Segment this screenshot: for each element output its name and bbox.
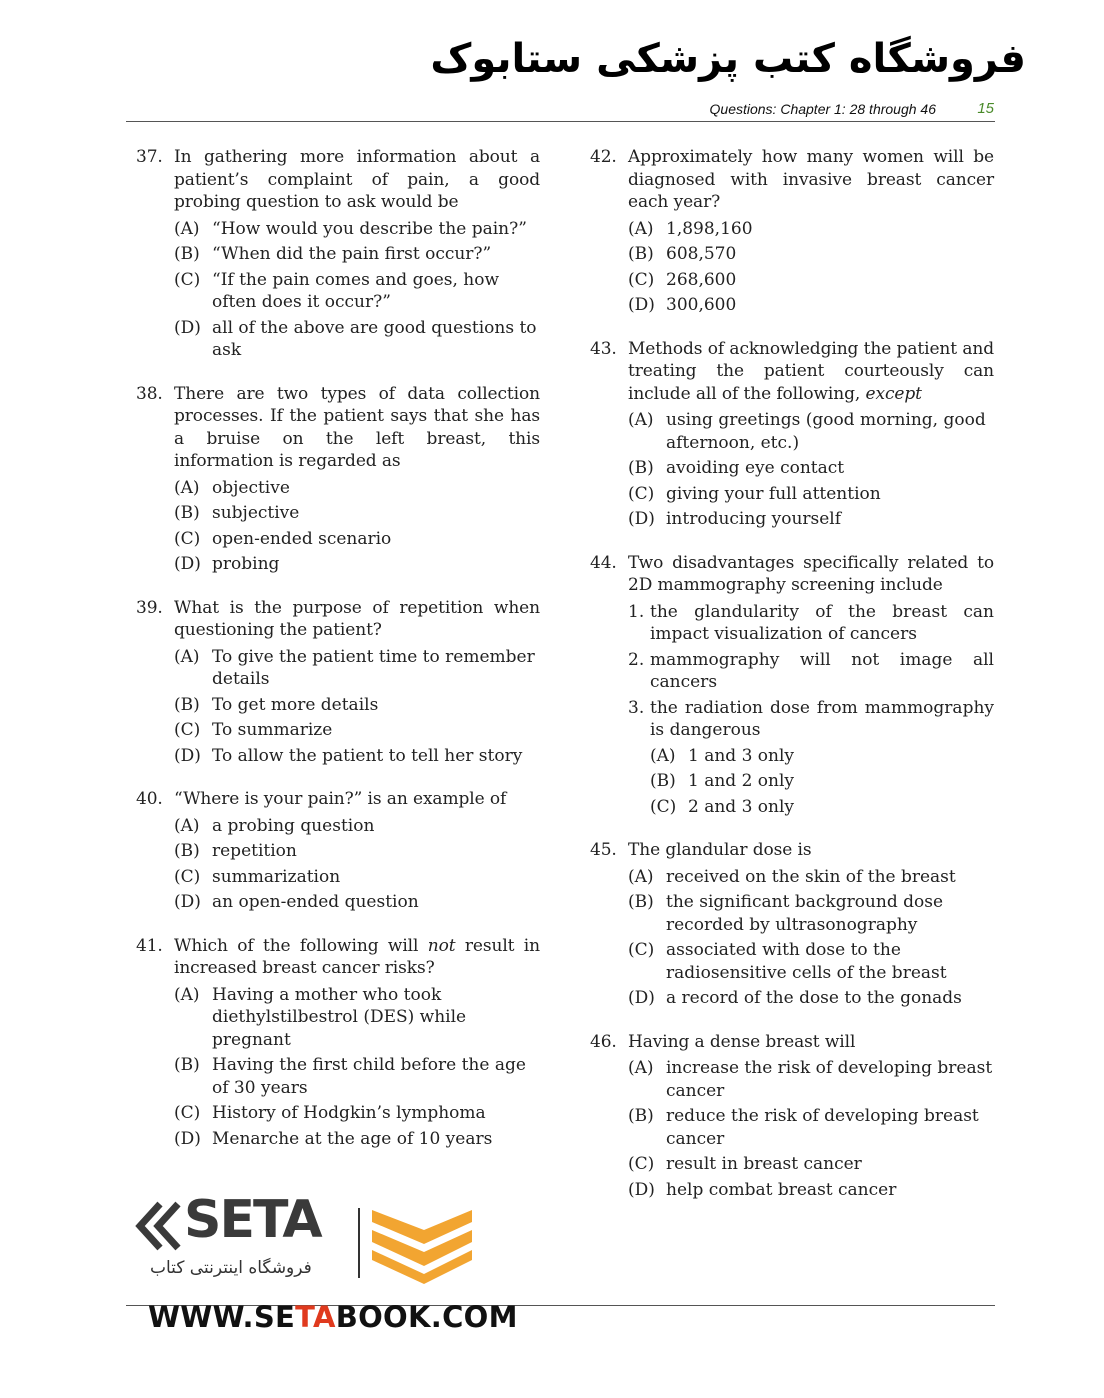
option-a	[590, 409, 994, 454]
text-span: Menarche at the age of 10 years	[212, 1128, 493, 1149]
option-label: (A)	[174, 815, 200, 836]
option-label: (A)	[650, 745, 676, 766]
text-span: introducing yourself	[666, 509, 842, 529]
option-label: (D)	[628, 1179, 655, 1200]
option-label: (D)	[174, 745, 201, 766]
option-label: (B)	[174, 1055, 200, 1075]
option-a	[136, 815, 540, 838]
option-label: (B)	[628, 244, 654, 264]
option-label: (B)	[628, 458, 654, 478]
text-span: a probing question	[212, 815, 375, 836]
question-43	[590, 338, 994, 531]
option-label: (D)	[174, 892, 201, 912]
question-stem: Having a dense breast will	[628, 1031, 856, 1052]
text-span: using greetings (good morning, good afternoon, etc.)	[666, 410, 986, 453]
question-number: 37.	[136, 147, 163, 167]
text-span: History of Hodgkin’s lymphoma	[212, 1103, 486, 1123]
option-label: (C)	[174, 866, 201, 887]
text-span: Having the first child before the age of 30 years	[212, 1055, 526, 1098]
option-c	[136, 528, 540, 551]
text-span: summarization	[212, 866, 341, 887]
option-c	[136, 1102, 540, 1125]
option-label: (C)	[628, 269, 655, 290]
logo-wordmark: SETA	[184, 1190, 321, 1250]
text-span: To summarize	[212, 720, 333, 740]
question-38	[136, 383, 540, 576]
option-label: (B)	[650, 771, 676, 791]
option-d	[590, 987, 994, 1010]
text-span: an open-ended question	[212, 892, 419, 912]
option-label: (B)	[628, 1106, 654, 1126]
option-d	[136, 553, 540, 576]
option-label: (A)	[628, 1058, 654, 1078]
option-a	[590, 1057, 994, 1102]
question-stem: In gathering more information about a patient’s complaint of pain, a good probing question to ask would be	[174, 147, 540, 212]
text-span: To get more details	[212, 694, 379, 715]
option-c	[136, 269, 540, 314]
text-span: help combat breast cancer	[666, 1179, 897, 1200]
question-45	[590, 839, 994, 1010]
question-stem: Two disadvantages specifically related to 2D mammography screening include	[628, 552, 994, 595]
text-span: To allow the patient to tell her story	[212, 745, 523, 766]
right-column	[590, 146, 994, 1222]
option-label: (B)	[174, 841, 200, 861]
option-label: (D)	[628, 295, 655, 315]
question-stem	[628, 338, 994, 406]
question-stem: Approximately how many women will be diagnosed with invasive breast cancer each year?	[628, 147, 994, 212]
option-label: (A)	[628, 410, 654, 430]
logo-subtitle: فروشگاه اینترنتی کتاب	[150, 1258, 312, 1278]
option-b	[590, 457, 994, 480]
option-label: 1.	[628, 601, 645, 622]
text-span: mammography will not image all cancers	[650, 649, 994, 692]
option-label: (A)	[174, 218, 200, 239]
text-span: objective	[212, 477, 290, 498]
text-span: TA	[295, 1300, 336, 1334]
option-a	[136, 477, 540, 500]
option-b	[590, 243, 994, 266]
question-stem: What is the purpose of repetition when questioning the patient?	[174, 597, 540, 640]
chevron-left-icon	[158, 1204, 178, 1248]
option-d	[590, 508, 994, 531]
option-label: (B)	[174, 694, 200, 715]
option-label: (D)	[174, 317, 201, 338]
option-d	[136, 891, 540, 914]
statement-1	[590, 601, 994, 646]
text-span: “When did the pain first occur?”	[212, 244, 492, 264]
text-span: “How would you describe the pain?”	[212, 218, 527, 239]
option-b	[590, 1105, 994, 1150]
text-span: “If the pain comes and goes, how often does it occur?”	[212, 269, 500, 312]
option-c	[590, 269, 994, 292]
text-span: not	[427, 935, 456, 956]
option-b	[590, 891, 994, 936]
option-label: (B)	[174, 244, 200, 264]
text-span: 300,600	[666, 295, 737, 315]
question-number: 38.	[136, 383, 163, 404]
option-label: (C)	[174, 269, 201, 290]
option-label: (A)	[628, 218, 654, 239]
option-d	[590, 294, 994, 317]
text-span: the significant background dose recorded by ultrasonography	[666, 892, 944, 935]
page-number: 15	[977, 100, 994, 117]
question-40	[136, 788, 540, 914]
question-stem: “Where is your pain?” is an example of	[174, 789, 507, 809]
question-number: 46.	[590, 1031, 617, 1052]
option-label: (C)	[628, 1154, 655, 1174]
text-span: BOOK.COM	[335, 1300, 518, 1334]
option-d	[136, 745, 540, 768]
option-label: (D)	[628, 988, 655, 1008]
option-label: 3.	[628, 697, 645, 718]
option-c	[590, 939, 994, 984]
text-span: WWW.SE	[148, 1300, 296, 1334]
text-span: except	[865, 383, 922, 404]
option-label: (B)	[174, 503, 200, 523]
text-span: all of the above are good questions to ask	[212, 317, 537, 360]
question-number: 45.	[590, 840, 617, 860]
option-label: (D)	[174, 1128, 201, 1149]
text-span: Which of the following will	[174, 935, 428, 956]
option-a	[590, 218, 994, 241]
text-span: the radiation dose from mammography is dangerous	[650, 697, 994, 740]
text-span: reduce the risk of developing breast cancer	[666, 1106, 979, 1149]
text-span: associated with dose to the radiosensitive cells of the breast	[666, 940, 947, 983]
running-head: Questions: Chapter 1: 28 through 46	[709, 101, 936, 117]
option-label: (A)	[174, 477, 200, 498]
text-span: 1,898,160	[666, 218, 753, 239]
text-span: increase the risk of developing breast cancer	[666, 1058, 993, 1101]
text-span: giving your full attention	[666, 483, 881, 504]
option-label: (C)	[174, 528, 201, 549]
option-b	[136, 840, 540, 863]
question-number: 44.	[590, 552, 617, 573]
option-label: (A)	[174, 984, 200, 1005]
text-span: received on the skin of the breast	[666, 866, 956, 887]
option-c	[136, 866, 540, 889]
website-url[interactable]	[148, 1300, 518, 1334]
option-d	[590, 1179, 994, 1202]
option-c	[590, 796, 994, 819]
question-stem: The glandular dose is	[628, 840, 812, 860]
option-a	[590, 866, 994, 889]
option-b	[136, 694, 540, 717]
option-a	[590, 745, 994, 768]
option-label: (C)	[650, 796, 677, 817]
question-number: 41.	[136, 935, 163, 956]
option-c	[590, 483, 994, 506]
option-label: (A)	[628, 866, 654, 887]
text-span: 268,600	[666, 269, 737, 290]
question-stem: There are two types of data collection processes. If the patient says that she has a bruise on the left breast, this information is regarded as	[174, 383, 540, 471]
question-42	[590, 146, 994, 317]
option-b	[136, 502, 540, 525]
option-label: (A)	[174, 646, 200, 667]
text-span: the glandularity of the breast can impact visualization of cancers	[650, 601, 994, 644]
text-span: result in increased breast cancer risks?	[174, 935, 540, 978]
option-label: (C)	[174, 720, 201, 740]
option-b	[590, 770, 994, 793]
header-rule	[126, 121, 995, 122]
question-number: 42.	[590, 147, 617, 167]
text-span: repetition	[212, 841, 297, 861]
option-label: (C)	[628, 940, 655, 960]
option-label: (D)	[174, 554, 201, 574]
question-46	[590, 1031, 994, 1202]
text-span: probing	[212, 554, 280, 574]
statement-2	[590, 649, 994, 694]
option-a	[136, 984, 540, 1052]
text-span: subjective	[212, 503, 300, 523]
option-label: (C)	[628, 483, 655, 504]
option-label: 2.	[628, 649, 645, 670]
text-span: result in breast cancer	[666, 1154, 862, 1174]
option-a	[136, 646, 540, 691]
option-c	[590, 1153, 994, 1176]
statement-3	[590, 697, 994, 742]
question-39	[136, 597, 540, 768]
text-span: To give the patient time to remember details	[212, 646, 535, 689]
option-d	[136, 317, 540, 362]
option-label: (B)	[628, 892, 654, 912]
option-a	[136, 218, 540, 241]
question-number: 43.	[590, 338, 617, 359]
text-span: 608,570	[666, 244, 737, 264]
option-label: (D)	[628, 509, 655, 529]
question-number: 40.	[136, 789, 163, 809]
text-span: avoiding eye contact	[666, 458, 845, 478]
text-span: Having a mother who took diethylstilbestrol (DES) while pregnant	[212, 984, 467, 1050]
text-span: 1 and 2 only	[688, 771, 795, 791]
option-c	[136, 719, 540, 742]
question-number: 39.	[136, 597, 163, 618]
logo-divider	[358, 1208, 360, 1278]
store-banner: فروشگاه کتب پزشکی ستابوک	[430, 36, 1026, 82]
question-stem	[174, 935, 540, 980]
book-emblem-icon	[372, 1210, 472, 1284]
option-d	[136, 1128, 540, 1151]
text-span: a record of the dose to the gonads	[666, 988, 962, 1008]
text-span: 2 and 3 only	[688, 796, 795, 817]
left-column	[136, 146, 540, 1171]
text-span: 1 and 3 only	[688, 745, 795, 766]
text-span: Methods of acknowledging the patient and treating the patient courteously can include all of the following,	[628, 338, 994, 404]
option-label: (C)	[174, 1103, 201, 1123]
question-37	[136, 146, 540, 362]
text-span: open-ended scenario	[212, 528, 392, 549]
question-44	[590, 552, 994, 819]
option-b	[136, 1054, 540, 1099]
question-41	[136, 935, 540, 1151]
option-b	[136, 243, 540, 266]
